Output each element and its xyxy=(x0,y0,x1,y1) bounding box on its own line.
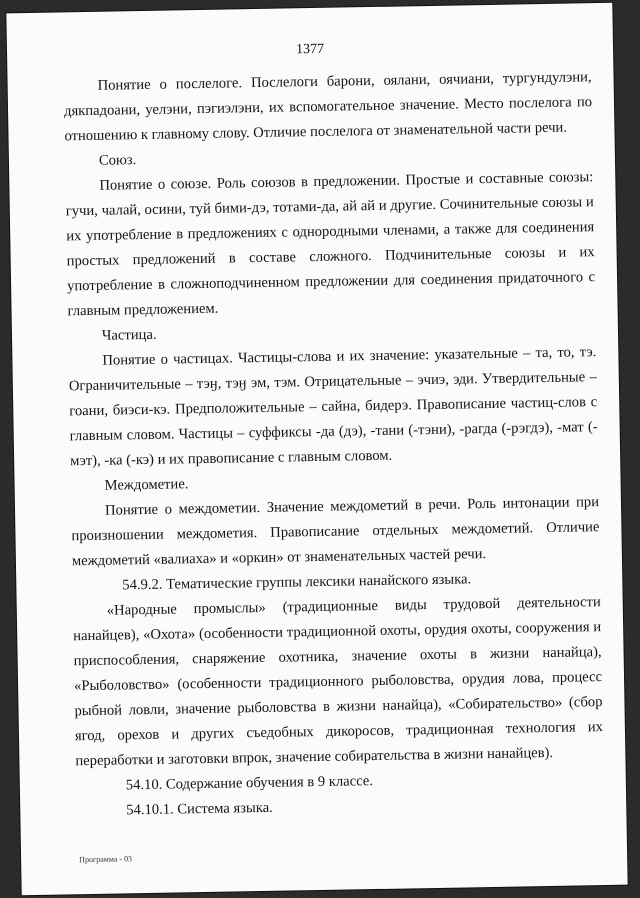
paragraph-particles: Понятие о частицах. Частицы-слова и их значение: указательные – та, то, тэ. Ограничительные – тэӈ, тэӈ эм, тэм. Отрицательные – эчиэ, эди. Утвердительные – гоани, биэси-кэ. Предположительные – сайна, бидерэ. Правописание частиц-слов с главным словом. Частицы – суффиксы -да (дэ), -тани (-тэни), -рагда (-рэгдэ), -мат (-мэт), -ка (-кэ) и их правописание с главным словом. xyxy=(68,344,598,470)
document-page xyxy=(6,3,627,895)
paragraph-thematic-groups: «Народные промыслы» (традиционные виды трудовой деятельности нанайцев), «Охота» (особенности традиционной охоты, орудия охоты, сооружения и приспособления, снаряжение охотника, значение охоты в жизни нанайца), «Рыболовство» (особенности традиционного рыболовства, орудия лова, процесс рыбной ловли, значение рыболовства в жизни нанайца), «Собирательство» (сбор ягод, орехов и других съедобных дикоросов, традиционная технология их переработки и заготовки впрок, значение собирательства в жизни нанайцев). xyxy=(73,594,604,770)
section-title-54-10-1: 54.10.1. Система языка. xyxy=(126,799,273,819)
heading-particle: Частица. xyxy=(101,326,157,344)
heading-conjunction: Союз. xyxy=(98,152,137,169)
paragraph-postpositions: Понятие о послелоге. Послелоги барони, оялани, оячиани, тургундулэни, дякпадоани, уелэни, пэгиэлэни, их вспомогательное значение. Место послелога по отношению к главному слову. Отличие послелога от знаменательной части речи. xyxy=(63,69,593,145)
document-body xyxy=(63,65,604,824)
page-number: 1377 xyxy=(295,41,325,58)
section-title-54-9-2: 54.9.2. Тематические группы лексики нанайского языка. xyxy=(122,571,472,594)
footer-label: Программа - 03 xyxy=(79,854,133,865)
heading-interjection: Междометие. xyxy=(104,476,189,494)
section-title-54-10: 54.10. Содержание обучения в 9 классе. xyxy=(125,773,374,794)
paragraph-interjections: Понятие о междометии. Значение междометий в речи. Роль интонации при произношении междометия. Правописание отдельных междометий. Отличие междометий «валиаха» и «оркин» от знаменательных частей речи. xyxy=(71,494,600,570)
paragraph-conjunctions: Понятие о союзе. Роль союзов в предложении. Простые и составные союзы: гучи, чалай, осини, туй бими-дэ, тотами-да, ай ай и другие. Сочинительные союзы и их употребление в предложениях с однородными членами, а также для соединения простых предложений в составе сложного. Подчинительные союзы и их употребление в сложноподчиненном предложении для соединения придаточного с главным предложением. xyxy=(65,169,596,320)
